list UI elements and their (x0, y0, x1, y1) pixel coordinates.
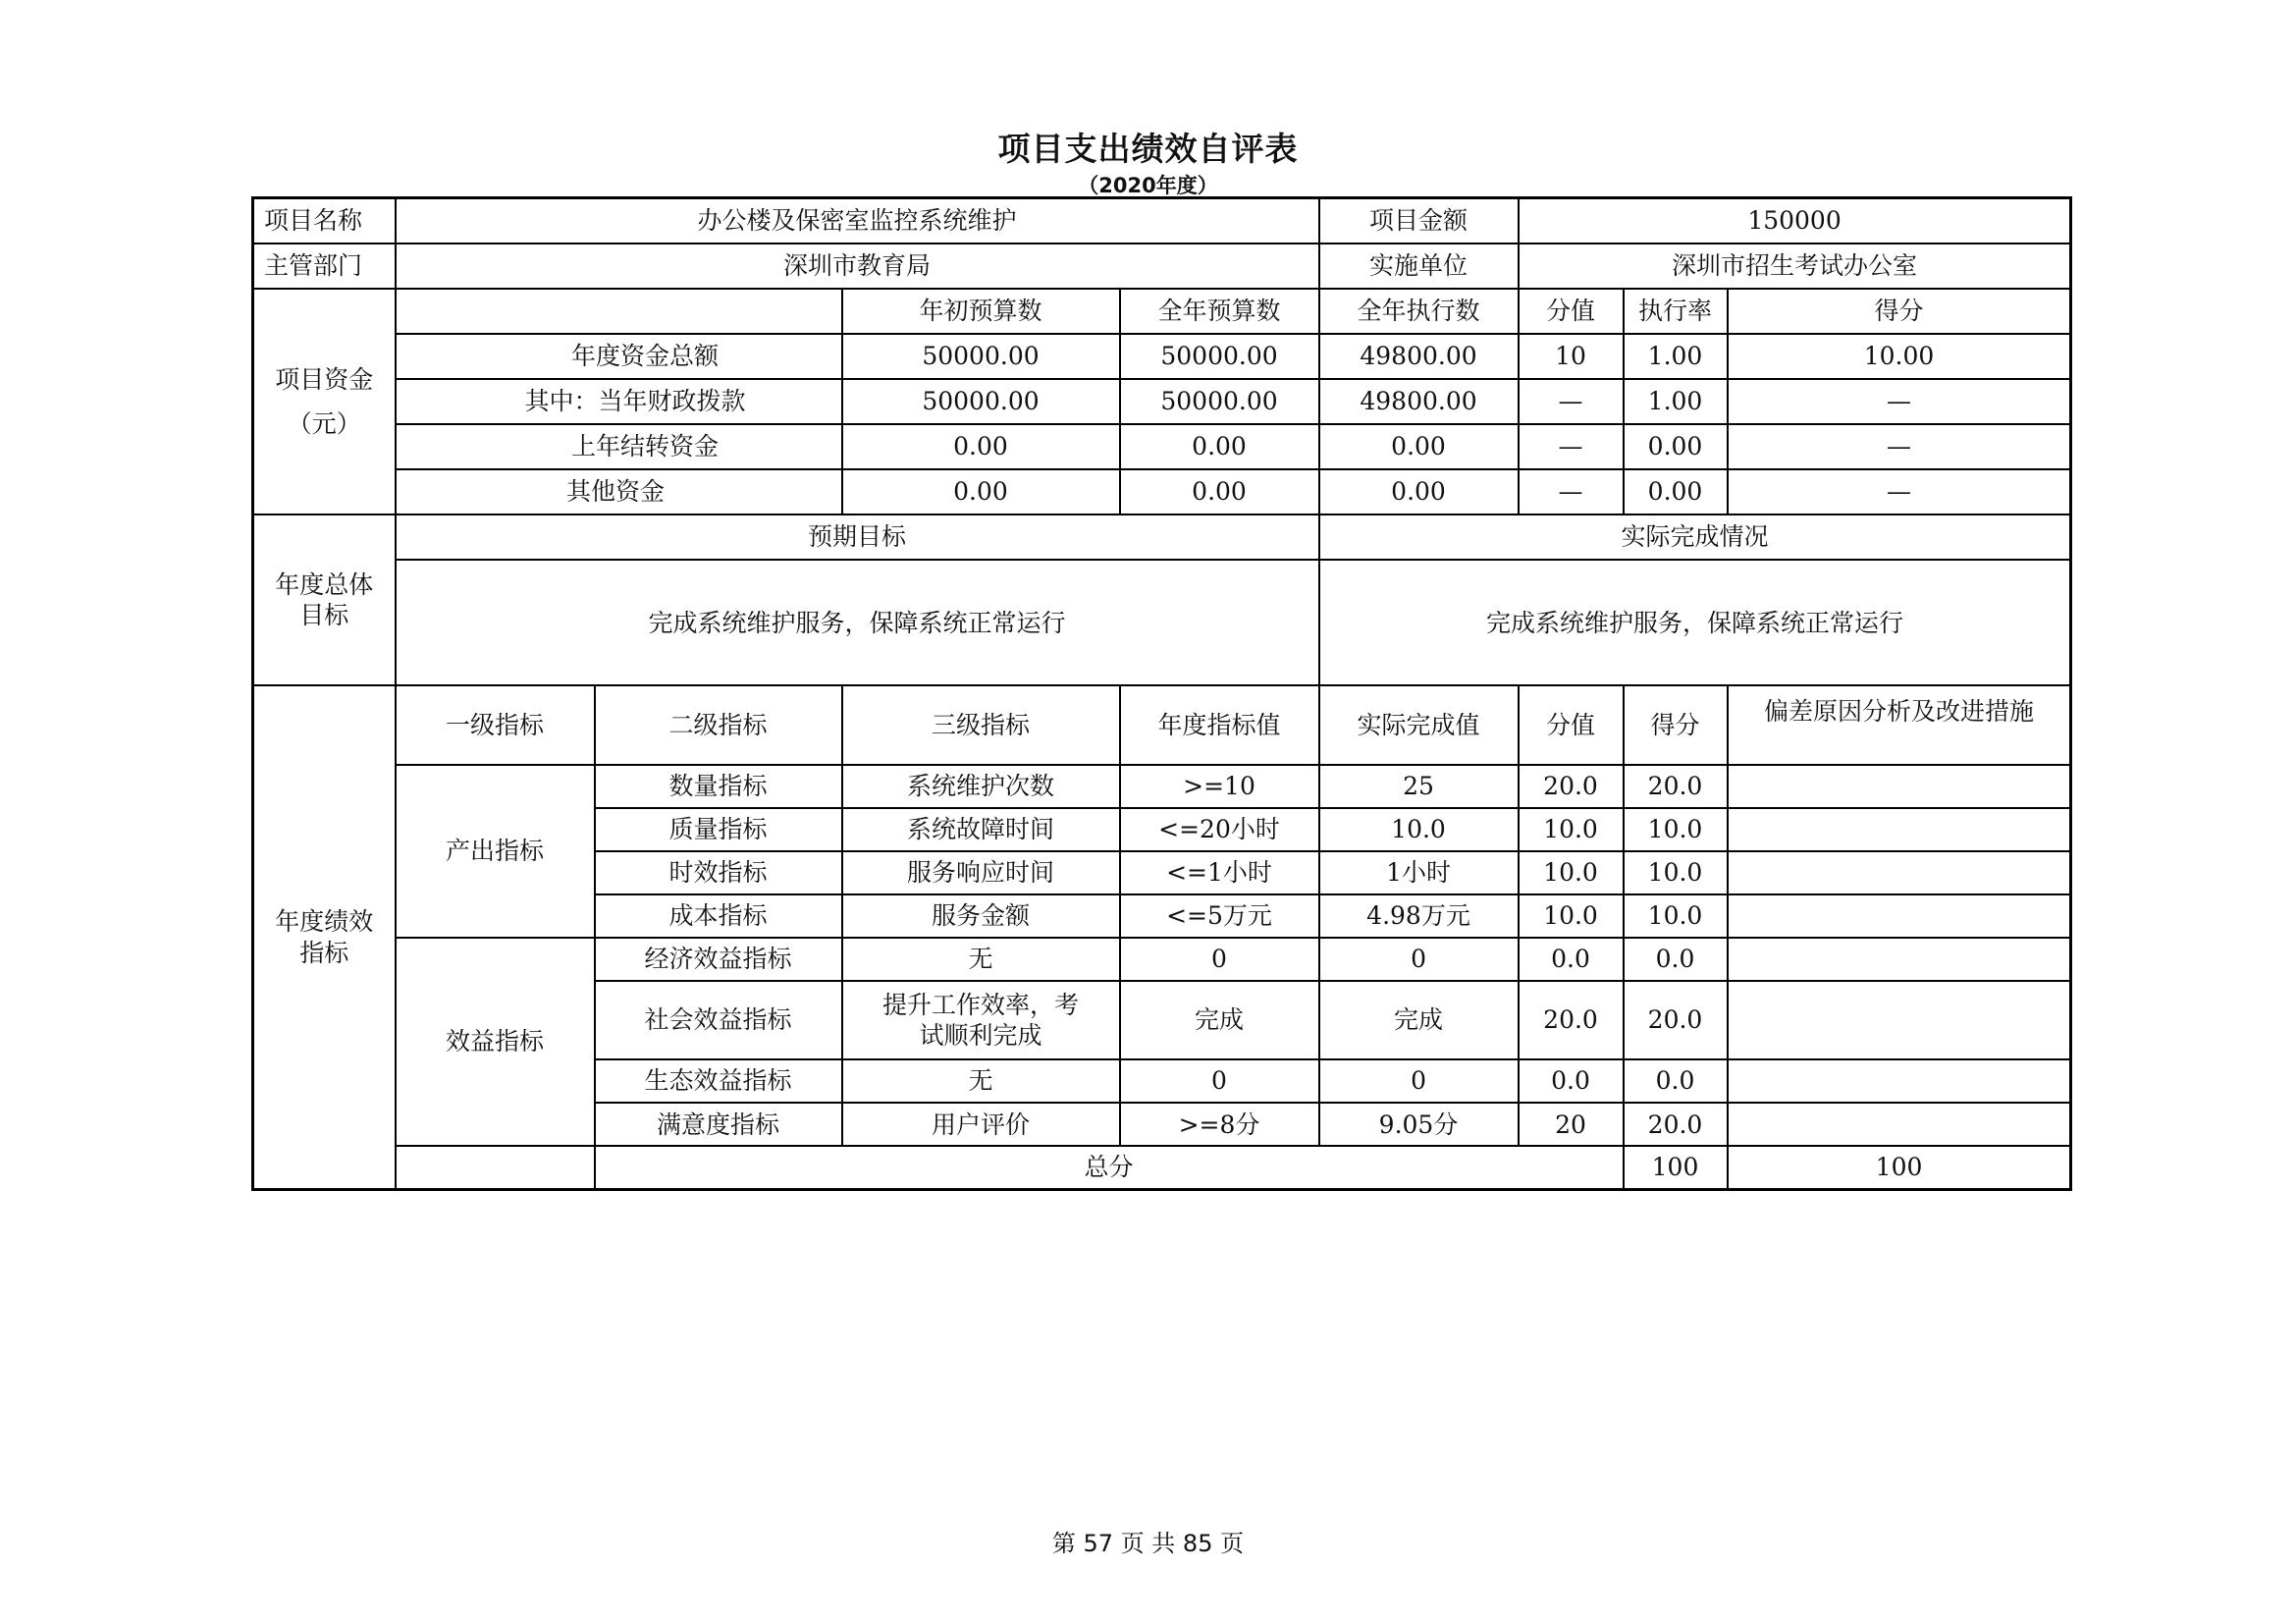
funds-row-name: 其中：当年财政拨款 (396, 379, 842, 424)
perf-label (253, 685, 396, 1189)
funds-header-row (253, 289, 2071, 334)
funds-label (253, 289, 396, 514)
perf-note (1728, 894, 2071, 938)
project-amount-value: 150000 (1519, 198, 2071, 244)
perf-score-value: 20.0 (1519, 765, 1624, 808)
perf-note (1728, 981, 2071, 1059)
perf-score-value: 10.0 (1519, 808, 1624, 851)
perf-score-value: 10.0 (1519, 894, 1624, 938)
perf-l2: 成本指标 (595, 894, 842, 938)
funds-cell: 0.00 (1624, 469, 1728, 514)
perf-score-value: 20 (1519, 1103, 1624, 1146)
perf-score-value: 20.0 (1519, 981, 1624, 1059)
goals-label-line2: 目标 (299, 601, 349, 630)
perf-l2: 时效指标 (595, 851, 842, 894)
funds-cell: 0.00 (1624, 424, 1728, 469)
perf-score-value: 0.0 (1519, 938, 1624, 981)
funds-cell: 49800.00 (1319, 334, 1519, 379)
perf-header-row (253, 685, 2071, 764)
perf-actual: 4.98万元 (1319, 894, 1519, 938)
funds-cell: 0.00 (1120, 424, 1319, 469)
perf-l3: 系统维护次数 (842, 765, 1120, 808)
funds-cell: 49800.00 (1319, 379, 1519, 424)
perf-note (1728, 938, 2071, 981)
page-subtitle: （2020年度） (1078, 174, 1218, 197)
funds-cell: 0.00 (1319, 469, 1519, 514)
funds-cell: — (1519, 379, 1624, 424)
total-score: 100 (1728, 1146, 2071, 1189)
perf-note (1728, 851, 2071, 894)
page-title: 项目支出绩效自评表 (997, 130, 1299, 168)
perf-l3: 无 (842, 1059, 1120, 1103)
funds-cell: 50000.00 (842, 379, 1120, 424)
perf-label-line2: 指标 (299, 938, 349, 967)
funds-header: 得分 (1728, 289, 2071, 334)
perf-actual: 0 (1319, 938, 1519, 981)
funds-row-name: 上年结转资金 (396, 424, 842, 469)
evaluation-table (251, 196, 2072, 1191)
perf-l3: 无 (842, 938, 1120, 981)
perf-row (253, 938, 2071, 981)
funds-row-name: 其他资金 (396, 469, 842, 514)
unit-label: 实施单位 (1319, 244, 1519, 289)
funds-cell: 0.00 (1120, 469, 1319, 514)
funds-row (253, 379, 2071, 424)
funds-label-line2: （元） (287, 408, 361, 438)
perf-header: 一级指标 (396, 685, 595, 764)
perf-l2: 经济效益指标 (595, 938, 842, 981)
perf-l3: 系统故障时间 (842, 808, 1120, 851)
page-footer: 第 57 页 共 85 页 (1051, 1530, 1245, 1557)
perf-header: 二级指标 (595, 685, 842, 764)
perf-score: 20.0 (1624, 1103, 1728, 1146)
perf-l2: 生态效益指标 (595, 1059, 842, 1103)
funds-header: 全年执行数 (1319, 289, 1519, 334)
perf-label-line1: 年度绩效 (275, 907, 374, 937)
perf-group-benefit: 效益指标 (396, 938, 595, 1146)
goals-expected-header: 预期目标 (396, 514, 1319, 560)
funds-cell: 50000.00 (842, 334, 1120, 379)
project-amount-label: 项目金额 (1319, 198, 1519, 244)
funds-header-blank (396, 289, 842, 334)
project-name-value: 办公楼及保密室监控系统维护 (396, 198, 1319, 244)
funds-cell: — (1519, 469, 1624, 514)
perf-l3: 服务响应时间 (842, 851, 1120, 894)
perf-actual: 25 (1319, 765, 1519, 808)
perf-l2: 数量指标 (595, 765, 842, 808)
perf-target: >=10 (1120, 765, 1319, 808)
goals-actual-header: 实际完成情况 (1319, 514, 2071, 560)
funds-cell: 10 (1519, 334, 1624, 379)
perf-header: 偏差原因分析及改进措施 (1728, 685, 2071, 764)
goals-expected-text: 完成系统维护服务，保障系统正常运行 (396, 560, 1319, 685)
total-row (253, 1146, 2071, 1189)
perf-header: 得分 (1624, 685, 1728, 764)
info-row-name (253, 198, 2071, 244)
perf-target: >=8分 (1120, 1103, 1319, 1146)
perf-l2: 满意度指标 (595, 1103, 842, 1146)
perf-actual: 完成 (1319, 981, 1519, 1059)
perf-score: 10.0 (1624, 808, 1728, 851)
dept-value: 深圳市教育局 (396, 244, 1319, 289)
perf-note (1728, 1059, 2071, 1103)
perf-score: 10.0 (1624, 894, 1728, 938)
funds-label-line1: 项目资金 (275, 364, 374, 394)
perf-target: <=20小时 (1120, 808, 1319, 851)
perf-score: 20.0 (1624, 765, 1728, 808)
funds-row (253, 424, 2071, 469)
perf-actual: 9.05分 (1319, 1103, 1519, 1146)
funds-cell: — (1519, 424, 1624, 469)
perf-score: 0.0 (1624, 938, 1728, 981)
perf-actual: 0 (1319, 1059, 1519, 1103)
perf-header: 三级指标 (842, 685, 1120, 764)
info-row-dept (253, 244, 2071, 289)
funds-row-name: 年度资金总额 (396, 334, 842, 379)
perf-note (1728, 1103, 2071, 1146)
goals-content-row (253, 560, 2071, 685)
funds-cell: 0.00 (842, 424, 1120, 469)
perf-target: 0 (1120, 938, 1319, 981)
perf-score: 20.0 (1624, 981, 1728, 1059)
project-name-label: 项目名称 (253, 198, 396, 244)
perf-l2: 质量指标 (595, 808, 842, 851)
funds-header: 年初预算数 (842, 289, 1120, 334)
perf-header: 年度指标值 (1120, 685, 1319, 764)
perf-l3: 提升工作效率，考试顺利完成 (842, 981, 1120, 1059)
funds-cell: — (1728, 379, 2071, 424)
perf-header: 分值 (1519, 685, 1624, 764)
funds-cell: 50000.00 (1120, 334, 1319, 379)
perf-actual: 1小时 (1319, 851, 1519, 894)
perf-header: 实际完成值 (1319, 685, 1519, 764)
funds-row (253, 469, 2071, 514)
funds-cell: — (1728, 424, 2071, 469)
funds-header: 执行率 (1624, 289, 1728, 334)
perf-l3: 用户评价 (842, 1103, 1120, 1146)
perf-score-value: 0.0 (1519, 1059, 1624, 1103)
perf-score: 0.0 (1624, 1059, 1728, 1103)
funds-cell: 1.00 (1624, 379, 1728, 424)
perf-score: 10.0 (1624, 851, 1728, 894)
goals-actual-text: 完成系统维护服务，保障系统正常运行 (1319, 560, 2071, 685)
funds-cell: 1.00 (1624, 334, 1728, 379)
total-label: 总分 (595, 1146, 1624, 1189)
goals-label (253, 514, 396, 685)
goals-header-row (253, 514, 2071, 560)
total-value: 100 (1624, 1146, 1728, 1189)
perf-actual: 10.0 (1319, 808, 1519, 851)
perf-target: <=1小时 (1120, 851, 1319, 894)
funds-cell: 0.00 (1319, 424, 1519, 469)
perf-row (253, 765, 2071, 808)
dept-label: 主管部门 (253, 244, 396, 289)
perf-note (1728, 765, 2071, 808)
perf-target: 0 (1120, 1059, 1319, 1103)
total-blank (396, 1146, 595, 1189)
goals-label-line1: 年度总体 (275, 569, 374, 599)
funds-cell: 10.00 (1728, 334, 2071, 379)
funds-cell: 50000.00 (1120, 379, 1319, 424)
funds-cell: — (1728, 469, 2071, 514)
perf-l3: 服务金额 (842, 894, 1120, 938)
funds-header: 分值 (1519, 289, 1624, 334)
perf-group-output: 产出指标 (396, 765, 595, 938)
perf-target: 完成 (1120, 981, 1319, 1059)
perf-target: <=5万元 (1120, 894, 1319, 938)
perf-l2: 社会效益指标 (595, 981, 842, 1059)
funds-header: 全年预算数 (1120, 289, 1319, 334)
funds-cell: 0.00 (842, 469, 1120, 514)
unit-value: 深圳市招生考试办公室 (1519, 244, 2071, 289)
perf-note (1728, 808, 2071, 851)
funds-row (253, 334, 2071, 379)
perf-score-value: 10.0 (1519, 851, 1624, 894)
